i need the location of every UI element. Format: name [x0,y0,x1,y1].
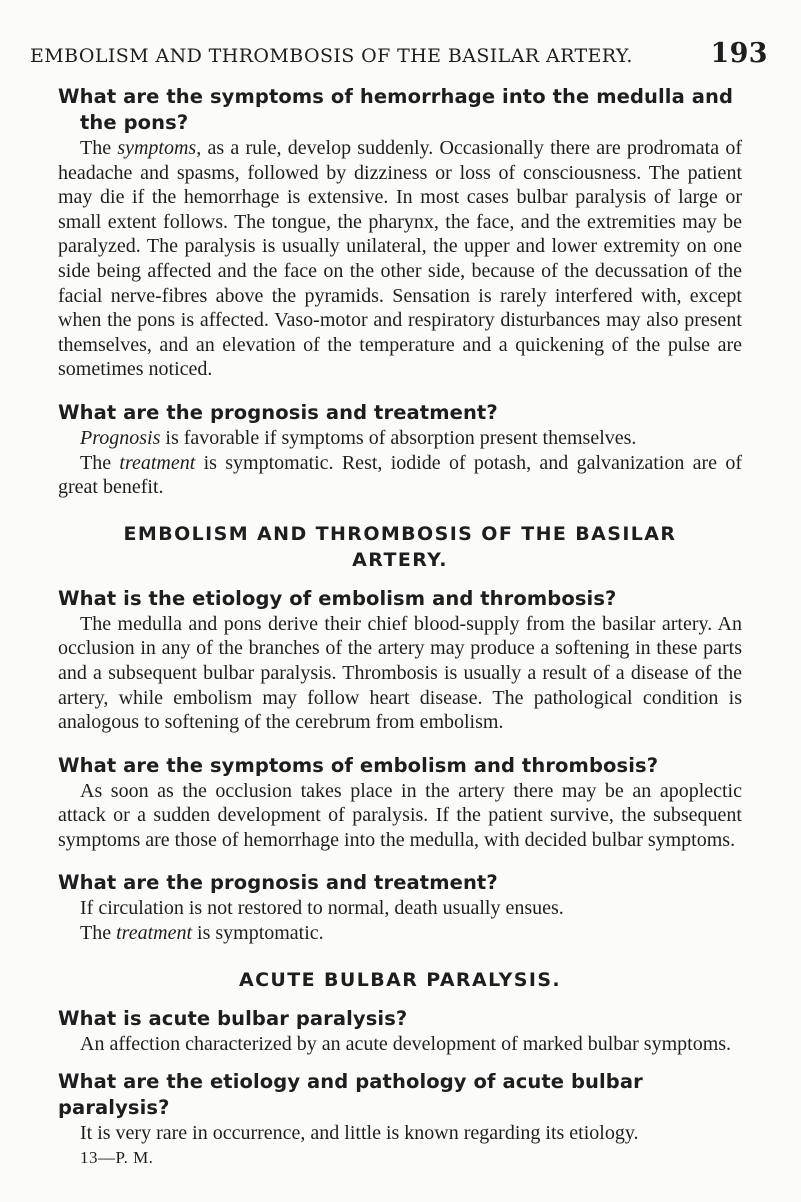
page-number: 193 [710,38,768,69]
printer-signature: 13—P. M. [80,1147,154,1167]
question-prognosis-treatment-2: What are the prognosis and treatment? [58,871,498,895]
section-heading-line: EMBOLISM AND THROMBOSIS OF THE BASILAR [123,522,677,545]
running-head-title: EMBOLISM AND THROMBOSIS OF THE BASILAR ARTERY. [30,45,633,67]
book-page [30,38,768,1168]
question-prognosis-treatment-1: What are the prognosis and treatment? [58,400,498,424]
answer-etiology-embolism: The medulla and pons derive their chief blood-supply from the basilar artery. An occlusion in any of the branches of the artery may produce a softening in these parts and a subsequent bulbar paralysis. Thrombosis is usually a result of a disease of the artery, while embolism may follow heart disease. The pathological condition is analogous to softening of the cerebrum from embolism. [58,612,742,734]
answer-text: is favorable if symptoms of absorption present themselves. [160,426,637,449]
answer-emphasis: Prognosis [80,426,161,449]
answer-symptoms-embolism: As soon as the occlusion takes place in the artery there may be an apoplectic attack or a sudden development of paralysis. If the patient survive, the subsequent symptoms are those of hemorrhage into the medulla, with decided bulbar symptoms. [58,779,742,851]
answer-emphasis: symptoms, [117,137,202,159]
answer-prognosis-1 [58,426,742,451]
question-etiology-embolism: What is the etiology of embolism and thrombosis? [58,586,617,610]
answer-emphasis: treatment [116,922,193,945]
section-heading-acute-bulbar: ACUTE BULBAR PARALYSIS. [238,968,562,991]
question-etiology-pathology: What are the etiology and pathology of acute bulbar paralysis? [58,1070,643,1120]
answer-text: The [80,922,117,945]
question-acute-bulbar: What is acute bulbar paralysis? [58,1006,408,1030]
answer-text: as a rule, develop suddenly. Occasionally there are prodromata of headache and spasms, followed by dizziness or loss of consciousness. The patient may die if the hemorrhage is extensive. In most cases bulbar paralysis of large or small extent follows. The tongue, the pharynx, the face, and the extremities may be paralyzed. The paralysis is usually unilateral, the upper and lower extremity on one side being affected and the face on the other side, because of the decussation of the facial nerve-fibres above the pyramids. Sensation is rarely interfered with, except when the pons is affected. Vaso-motor and respiratory disturbances may also present themselves, and an elevation of the temperature and a quickening of the pulse are sometimes noticed. [58,137,743,381]
answer-text: The [80,451,120,474]
question-text: What are the symptoms of hemorrhage into the medulla and [58,85,734,108]
answer-text: The [80,137,118,159]
question-hemorrhage-symptoms [58,84,742,136]
answer-hemorrhage-symptoms [58,136,742,382]
answer-text: is symptomatic. [192,922,324,945]
answer-etiology-pathology: It is very rare in occurrence, and little is known regarding its etiology. [80,1122,639,1145]
section-heading-basilar [58,521,742,573]
answer-acute-bulbar: An affection characterized by an acute development of marked bulbar symptoms. [80,1032,732,1055]
answer-prognosis-2: If circulation is not restored to normal, death usually ensues. [80,897,564,920]
running-head [30,38,768,84]
question-symptoms-embolism: What are the symptoms of embolism and thrombosis? [58,753,659,777]
answer-text: is symptomatic. Rest, iodide of potash, and galvanization are of great benefit. [58,451,742,499]
answer-emphasis: treatment [119,451,196,474]
answer-treatment-2 [58,921,742,946]
answer-treatment-1 [58,451,742,500]
question-text-cont: the pons? [80,111,189,134]
section-heading-line: ARTERY. [352,548,448,571]
